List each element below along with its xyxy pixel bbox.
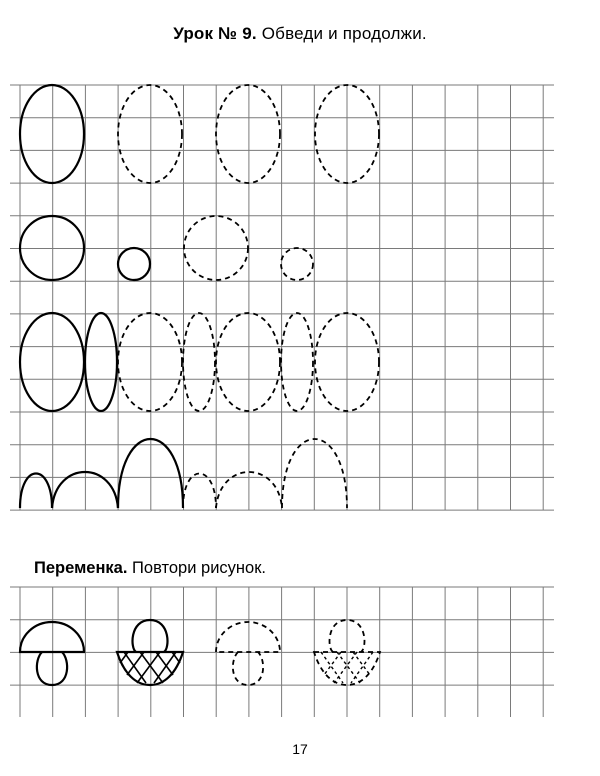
circle-small-trace [281,248,313,280]
lesson-instruction: Обведи и продолжи. [261,24,427,43]
mushroom-sample [20,622,84,685]
row-large-ovals [20,85,379,183]
page-number: 17 [292,741,308,757]
circle-small-sample [118,248,150,280]
basket-sample [117,620,183,685]
mushroom-stem [37,652,67,685]
lower-grid [10,587,554,717]
upper-grid [10,85,554,510]
basket-weave [120,652,180,683]
row-oval-pairs [20,313,379,411]
mushroom-trace [216,622,280,685]
mushroom-cap-trace [216,622,280,652]
arch-small-trace [183,474,216,509]
mushroom-stem-trace [233,652,263,685]
arch-small-sample [20,474,52,509]
basket-ball [133,620,168,652]
mushroom-cap [20,622,84,652]
oval-trace [216,85,280,183]
break-label: Переменка. [34,559,128,577]
narrow-oval-sample [85,313,117,411]
oval-sample [20,313,84,411]
oval-trace [216,313,280,411]
break-title [34,559,266,578]
oval-trace [118,313,182,411]
break-instruction: Повтори рисунок. [132,559,266,577]
lesson-number: Урок № 9. [173,24,257,43]
narrow-oval-trace [281,313,313,411]
oval-trace [118,85,182,183]
narrow-oval-trace [183,313,215,411]
oval-sample [20,85,84,183]
